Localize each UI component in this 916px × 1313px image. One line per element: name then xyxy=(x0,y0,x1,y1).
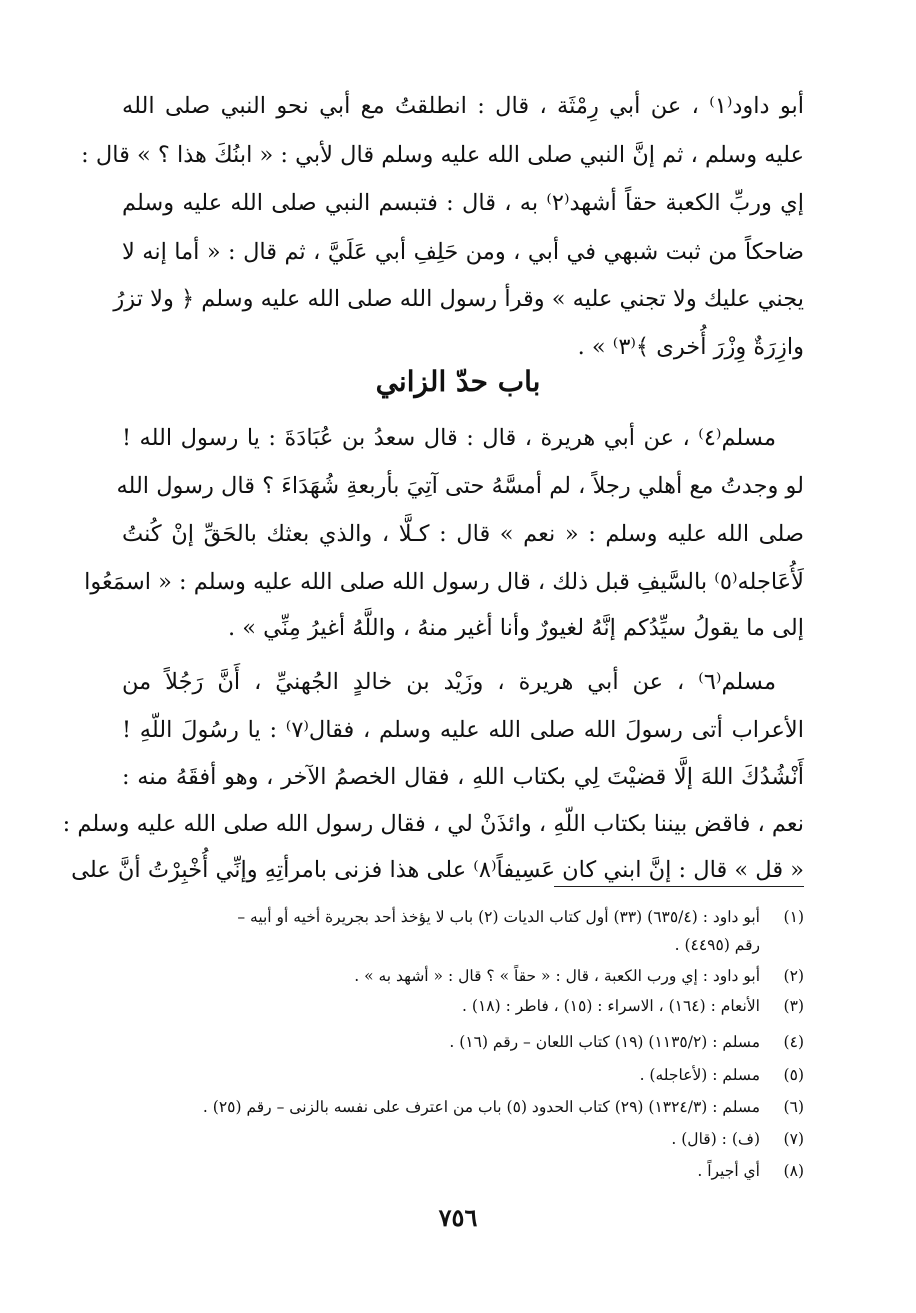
text-line: إي وربِّ الكعبة حقاً أشهد⁽٢⁾ به ، قال : فتبسم النبي صلى الله عليه وسلم xyxy=(122,190,804,216)
footnote-divider xyxy=(554,886,804,887)
text-line: صلى الله عليه وسلم : « نعم » قال : كـلَّا ، والذي بعثك بالحَقِّ إنْ كُنتُ xyxy=(122,521,804,547)
text-line: ضاحكاً من ثبت شبهي في أبي ، ومن حَلِفِ أبي عَلَيَّ ، ثم قال : « أما إنه لا xyxy=(122,239,804,265)
text-line: وازِرَةٌ وِزْرَ أُخرى ﴾⁽٣⁾ » . xyxy=(577,334,804,360)
footnote-number: (٣) xyxy=(783,997,804,1015)
footnote xyxy=(114,1029,804,1055)
footnote-number: (٤) xyxy=(783,1033,804,1051)
footnote-text: الأنعام : (١٦٤) ، الاسراء : (١٥) ، فاطر : (١٨) . xyxy=(462,997,760,1015)
footnote-number: (٧) xyxy=(783,1130,804,1148)
text-line: « قل » قال : إنَّ ابني كان عَسِيفاً⁽٨⁾ على هذا فزنى بامرأتِهِ وإنِّي أُخْبِرْتُ أنَّ على xyxy=(71,857,804,883)
text-line: لَأُعَاجله⁽٥⁾ بالسَّيفِ قبل ذلك ، قال رسول الله صلى الله عليه وسلم : « اسمَعُوا xyxy=(84,569,804,595)
footnote xyxy=(114,1062,804,1088)
text-line: الأعراب أتى رسولَ الله صلى الله عليه وسلم ، فقال⁽٧⁾ : يا رسُولَ اللّهِ ! xyxy=(122,717,804,743)
footnote xyxy=(114,1094,804,1120)
text-line: يجني عليك ولا تجني عليه » وقرأ رسول الله صلى الله عليه وسلم ﴿ ولا تزرُ xyxy=(113,286,804,312)
footnote-continuation: رقم (٤٤٩٥) . xyxy=(674,936,760,954)
footnote-number: (١) xyxy=(783,908,804,926)
footnote xyxy=(114,963,804,989)
page-number: ٧٥٦ xyxy=(438,1203,478,1232)
text-line: أَنْشُدُكَ اللهَ إلَّا قضيْتَ لِي بكتاب اللهِ ، فقال الخصمُ الآخر ، وهو أفقَهُ منه : xyxy=(122,764,804,790)
footnote xyxy=(114,1158,804,1184)
section-heading: باب حدّ الزاني xyxy=(375,365,541,398)
footnote xyxy=(114,993,804,1019)
footnote-text: (ف) : (قال) . xyxy=(671,1130,760,1148)
text-line: إلى ما يقولُ سيِّدُكم إنَّهُ لغيورٌ وأنا أغير منهُ ، واللَّهُ أغيرُ مِنِّي » . xyxy=(227,615,804,641)
footnote-number: (٦) xyxy=(783,1098,804,1116)
footnote-text: أبو داود : (٦٣٥/٤) (٣٣) أول كتاب الديات (٢) باب لا يؤخذ أحد بجريرة أخيه أو أبيه – xyxy=(237,908,760,926)
footnote xyxy=(114,1126,804,1152)
footnote-number: (٥) xyxy=(783,1066,804,1084)
footnote-text: أي أجيراً . xyxy=(697,1162,760,1180)
text-line: نعم ، فاقض بيننا بكتاب اللّهِ ، وائذَنْ لي ، فقال رسول الله صلى الله عليه وسلم : xyxy=(62,811,804,837)
footnote-text: مسلم : (لأعاجله) . xyxy=(639,1066,760,1084)
footnote-number: (٢) xyxy=(783,967,804,985)
text-line: عليه وسلم ، ثم إنَّ النبي صلى الله عليه وسلم قال لأبي : « ابنُكَ هذا ؟ » قال : xyxy=(81,142,804,168)
footnote-text: مسلم : (١٣٢٤/٣) (٢٩) كتاب الحدود (٥) باب من اعترف على نفسه بالزنى – رقم (٢٥) . xyxy=(202,1098,760,1116)
footnote-text: مسلم : (١١٣٥/٢) (١٩) كتاب اللعان – رقم (١٦) . xyxy=(449,1033,760,1051)
footnote xyxy=(114,904,804,930)
text-line: مسلم⁽٦⁾ ، عن أبي هريرة ، وزَيْد بن خالدٍ الجُهنيِّ ، أَنَّ رَجُلاً من xyxy=(122,669,776,695)
footnote-text: أبو داود : إي ورب الكعبة ، قال : « حقاً » ؟ قال : « أشهد به » . xyxy=(354,967,760,985)
text-line: لو وجدتُ مع أهلي رجلاً ، لم أمسَّهُ حتى آتِيَ بأربعةِ شُهَدَاءَ ؟ قال رسول الله xyxy=(116,473,804,499)
text-line: مسلم⁽٤⁾ ، عن أبي هريرة ، قال : قال سعدُ بن عُبَادَةَ : يا رسول الله ! xyxy=(122,425,776,451)
text-line: أبو داود⁽١⁾ ، عن أبي رِمْثَة ، قال : انطلقتُ مع أبي نحو النبي صلى الله xyxy=(122,93,804,119)
footnote-number: (٨) xyxy=(783,1162,804,1180)
